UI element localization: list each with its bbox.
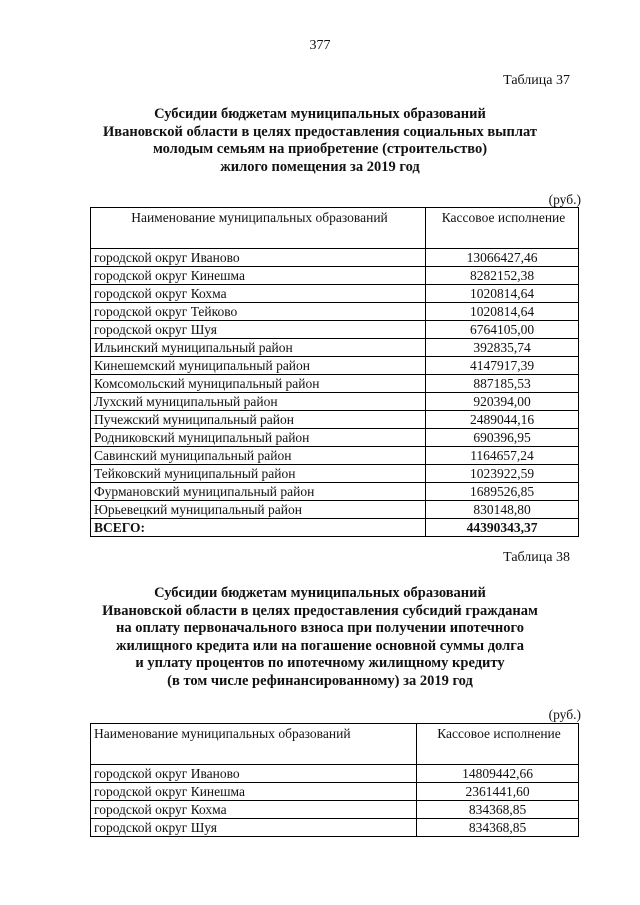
- cash-execution-value: 1020814,64: [426, 303, 579, 321]
- municipality-name: Лухский муниципальный район: [91, 393, 426, 411]
- header-row: [91, 208, 579, 249]
- cash-execution-value: 830148,80: [426, 501, 579, 519]
- title-line: жилищного кредита или на погашение основной суммы долга: [115, 637, 525, 654]
- cash-execution-value: 834368,85: [417, 819, 579, 837]
- table-row: [91, 375, 579, 393]
- table-row: [91, 303, 579, 321]
- table-row: [91, 339, 579, 357]
- municipality-name: Тейковский муниципальный район: [91, 465, 426, 483]
- total-row: [91, 519, 579, 537]
- municipality-name: городской округ Тейково: [91, 303, 426, 321]
- municipality-name: городской округ Кинешма: [91, 267, 426, 285]
- municipality-name: городской округ Шуя: [91, 321, 426, 339]
- municipality-name: городской округ Кохма: [91, 801, 417, 819]
- title-line: (в том числе рефинансированному) за 2019 год: [167, 672, 473, 689]
- table-38-title: [0, 585, 640, 691]
- cash-execution-value: 1020814,64: [426, 285, 579, 303]
- cash-execution-value: 4147917,39: [426, 357, 579, 375]
- table-38-label: Таблица 38: [503, 550, 570, 565]
- municipality-name: городской округ Иваново: [91, 765, 417, 783]
- table-37-unit: (руб.): [548, 192, 581, 207]
- total-value: 44390343,37: [426, 519, 579, 537]
- municipality-name: городской округ Иваново: [91, 249, 426, 267]
- table-row: [91, 393, 579, 411]
- cash-execution-value: 2361441,60: [417, 783, 579, 801]
- table-row: [91, 411, 579, 429]
- table-row: [91, 447, 579, 465]
- municipality-name: Юрьевецкий муниципальный район: [91, 501, 426, 519]
- table-38-unit: (руб.): [548, 707, 581, 722]
- municipality-name: Кинешемский муниципальный район: [91, 357, 426, 375]
- title-line: на оплату первоначального взноса при получении ипотечного: [115, 620, 525, 637]
- municipality-name: Пучежский муниципальный район: [91, 411, 426, 429]
- cash-execution-value: 920394,00: [426, 393, 579, 411]
- title-line: и уплату процентов по ипотечному жилищному кредиту: [135, 655, 505, 672]
- title-line: Ивановской области в целях предоставления социальных выплат: [103, 123, 537, 140]
- table-row: [91, 249, 579, 267]
- table-38: [90, 723, 579, 837]
- cash-execution-value: 13066427,46: [426, 249, 579, 267]
- municipality-name: городской округ Шуя: [91, 819, 417, 837]
- title-line: Ивановской области в целях предоставления субсидий гражданам: [102, 602, 538, 619]
- table-row: [91, 783, 579, 801]
- municipality-name: Ильинский муниципальный район: [91, 339, 426, 357]
- total-label: ВСЕГО:: [91, 519, 426, 537]
- table-row: [91, 501, 579, 519]
- cash-execution-value: 1164657,24: [426, 447, 579, 465]
- cash-execution-value: 887185,53: [426, 375, 579, 393]
- cash-execution-value: 1689526,85: [426, 483, 579, 501]
- table-row: [91, 801, 579, 819]
- cash-execution-value: 8282152,38: [426, 267, 579, 285]
- header-value: Кассовое исполнение: [426, 208, 579, 249]
- table-37: [90, 207, 579, 537]
- municipality-name: городской округ Кинешма: [91, 783, 417, 801]
- municipality-name: городской округ Кохма: [91, 285, 426, 303]
- table-row: [91, 765, 579, 783]
- header-name: Наименование муниципальных образований: [91, 724, 417, 765]
- header-row: [91, 724, 579, 765]
- table-row: [91, 267, 579, 285]
- header-value: Кассовое исполнение: [417, 724, 579, 765]
- title-line: жилого помещения за 2019 год: [220, 158, 420, 175]
- municipality-name: Фурмановский муниципальный район: [91, 483, 426, 501]
- municipality-name: Комсомольский муниципальный район: [91, 375, 426, 393]
- municipality-name: Савинский муниципальный район: [91, 447, 426, 465]
- table-row: [91, 429, 579, 447]
- cash-execution-value: 392835,74: [426, 339, 579, 357]
- title-line: молодым семьям на приобретение (строительство): [152, 141, 488, 158]
- table-row: [91, 285, 579, 303]
- header-name: Наименование муниципальных образований: [91, 208, 426, 249]
- cash-execution-value: 834368,85: [417, 801, 579, 819]
- cash-execution-value: 1023922,59: [426, 465, 579, 483]
- table-row: [91, 465, 579, 483]
- table-row: [91, 819, 579, 837]
- cash-execution-value: 690396,95: [426, 429, 579, 447]
- cash-execution-value: 14809442,66: [417, 765, 579, 783]
- table-37-title: [0, 106, 640, 176]
- municipality-name: Родниковский муниципальный район: [91, 429, 426, 447]
- table-row: [91, 483, 579, 501]
- table-row: [91, 321, 579, 339]
- cash-execution-value: 2489044,16: [426, 411, 579, 429]
- title-line: Субсидии бюджетам муниципальных образований: [154, 106, 486, 122]
- table-37-label: Таблица 37: [503, 73, 570, 88]
- table-row: [91, 357, 579, 375]
- title-line: Субсидии бюджетам муниципальных образований: [154, 585, 486, 601]
- page-number: 377: [309, 38, 331, 53]
- cash-execution-value: 6764105,00: [426, 321, 579, 339]
